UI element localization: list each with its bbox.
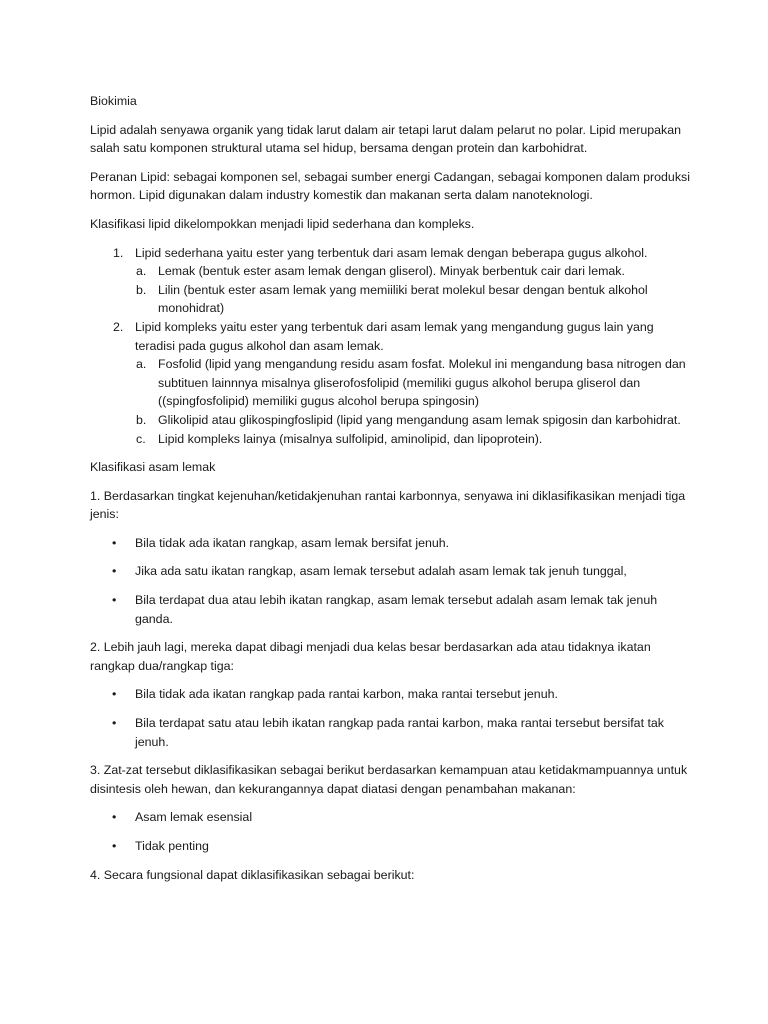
bullet-dot: • [112, 839, 117, 853]
bullet-item [90, 562, 690, 581]
bullet-text: Bila tidak ada ikatan rangkap, asam lemak bersifat jenuh. [135, 535, 450, 550]
list-number: 1. [113, 245, 124, 260]
bullet-dot: • [112, 687, 117, 702]
bullet-dot: • [112, 716, 117, 731]
bullet-text: Asam lemak esensial [135, 810, 253, 825]
sub-list-text: Lemak (bentuk ester asam lemak dengan gliserol). Minyak berbentuk cair dari lemak. [158, 264, 625, 279]
sub-list-item [90, 411, 690, 430]
section-3-text: 3. Zat-zat tersebut diklasifikasikan sebagai berikut berdasarkan kemampuan atau ketidakmampuannya untuk disintesis oleh hewan, dan kekurangannya dapat diatasi dengan penambahan makanan: [90, 763, 688, 796]
sub-list-item [90, 262, 690, 281]
bullet-text: Jika ada satu ikatan rangkap, asam lemak tersebut adalah asam lemak tak jenuh tunggal, [135, 564, 627, 579]
sub-list-letter: a. [136, 357, 147, 372]
sub-list-letter: b. [136, 282, 147, 297]
section-2-bullets [90, 685, 690, 751]
section-1-bullets [90, 534, 690, 628]
intro-paragraph: Lipid adalah senyawa organik yang tidak larut dalam air tetapi larut dalam pelarut no polar. Lipid merupakan salah satu komponen struktural utama sel hidup, bersama dengan protein dan karbohidrat. [90, 122, 681, 156]
sub-list-text: Lipid kompleks lainya (misalnya sulfolipid, aminolipid, dan lipoprotein). [158, 431, 543, 446]
list-number: 2. [113, 319, 124, 334]
section-3-bullets [90, 808, 690, 855]
sub-list-letter: c. [136, 431, 146, 446]
section-1-text: 1. Berdasarkan tingkat kejenuhan/ketidakjenuhan rantai karbonnya, senyawa ini diklasifikasikan menjadi tiga jenis: [90, 488, 686, 522]
bullet-text: Bila terdapat satu atau lebih ikatan rangkap pada rantai karbon, maka rantai tersebut bersifat tak jenuh. [135, 716, 664, 749]
bullet-dot: • [112, 810, 117, 825]
asam-lemak-heading: Klasifikasi asam lemak [90, 460, 216, 475]
bullet-dot: • [112, 564, 117, 579]
list-item [90, 244, 690, 263]
bullet-item [90, 808, 690, 827]
section-2-text: 2. Lebih jauh lagi, mereka dapat dibagi menjadi dua kelas besar berdasarkan ada atau tidaknya ikatan rangkap dua/rangkap tiga: [90, 640, 651, 673]
sub-list-item [90, 281, 690, 318]
sub-list-text: Glikolipid atau glikospingfoslipid (lipid yang mengandung asam lemak spigosin dan karbohidrat. [158, 412, 681, 427]
list-item [90, 318, 690, 355]
bullet-dot: • [112, 593, 117, 608]
bullet-item [90, 591, 690, 628]
bullet-item [90, 685, 690, 704]
sub-list-item [90, 430, 690, 449]
sub-list-letter: a. [136, 264, 147, 279]
sub-list-item [90, 355, 690, 411]
sub-list-letter: b. [136, 412, 147, 427]
section-4-text: 4. Secara fungsional dapat diklasifikasikan sebagai berikut: [90, 867, 415, 882]
document-title: Biokimia [90, 94, 137, 108]
peranan-paragraph: Peranan Lipid: sebagai komponen sel, sebagai sumber energi Cadangan, sebagai komponen dalam produksi hormon. Lipid digunakan dalam industry komestik dan makanan serta dalam nanoteknologi. [90, 169, 690, 203]
bullet-text: Tidak penting [135, 839, 209, 853]
klasifikasi-intro: Klasifikasi lipid dikelompokkan menjadi lipid sederhana dan kompleks. [90, 216, 475, 231]
bullet-dot: • [112, 535, 117, 550]
list-item-text: Lipid sederhana yaitu ester yang terbentuk dari asam lemak dengan beberapa gugus alkohol. [135, 245, 648, 260]
bullet-item [90, 714, 690, 751]
sub-list-text: Fosfolid (lipid yang mengandung residu asam fosfat. Molekul ini mengandung basa nitrogen dan subtituen lainnnya misalnya gliserofosfolipid (memiliki gugus alkohol berupa gliserol dan ((spingfosfolipid) memiliki gugus alcohol berupa spingosin) [158, 357, 686, 409]
list-item-text: Lipid kompleks yaitu ester yang terbentuk dari asam lemak yang mengandung gugus lain yang teradisi pada gugus alkohol dan asam lemak. [135, 319, 654, 353]
sub-list-text: Lilin (bentuk ester asam lemak yang memiiliki berat molekul besar dengan bentuk alkohol monohidrat) [158, 282, 648, 316]
bullet-text: Bila tidak ada ikatan rangkap pada rantai karbon, maka rantai tersebut jenuh. [135, 687, 558, 702]
bullet-item [90, 534, 690, 553]
bullet-text: Bila terdapat dua atau lebih ikatan rangkap, asam lemak tersebut adalah asam lemak tak jenuh ganda. [135, 593, 658, 626]
bullet-item [90, 837, 690, 856]
lipid-classification-list [90, 244, 690, 449]
